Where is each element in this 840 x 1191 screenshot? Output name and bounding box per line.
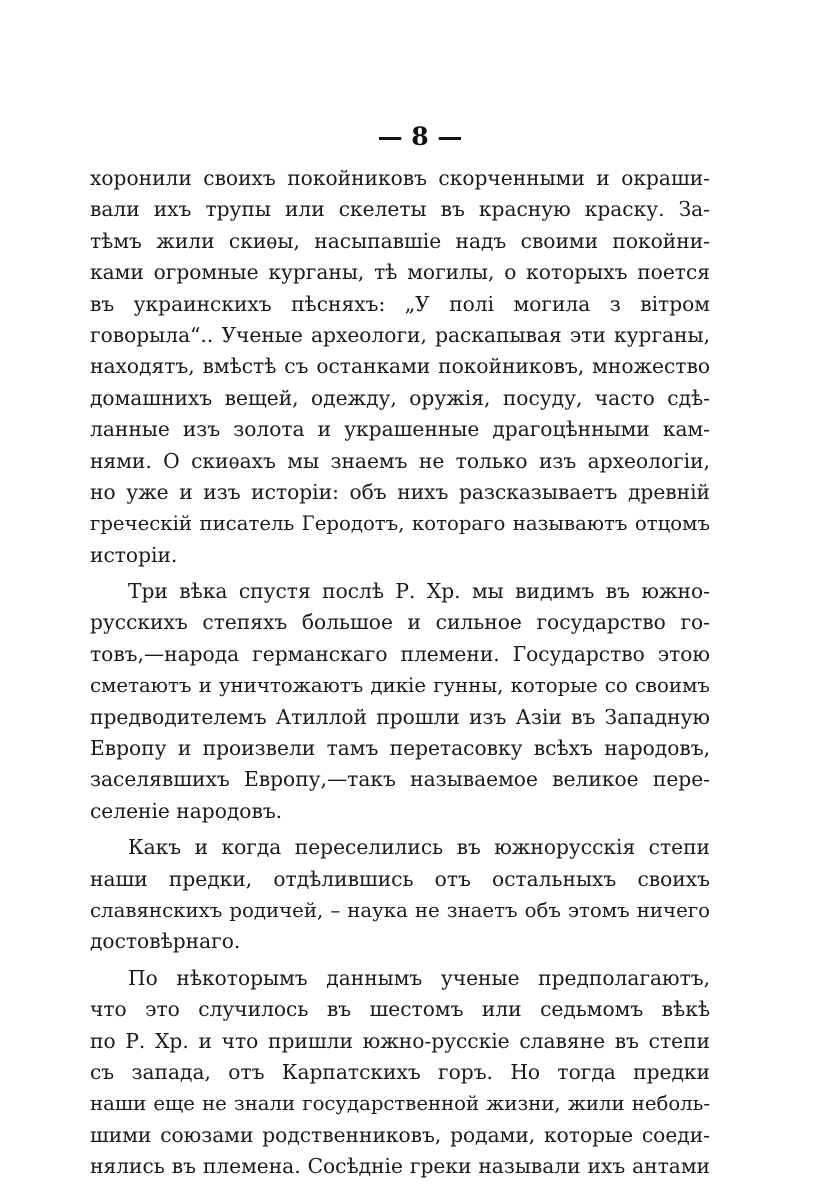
text-line: заселявшихъ Европу,—такъ называемое великое пере- — [90, 767, 710, 792]
text-line: шими союзами родственниковъ, родами, которые соеди- — [90, 1122, 710, 1147]
paragraph — [90, 163, 710, 571]
text-line: ланные изъ золота и украшенные драгоцѣнными кам- — [90, 417, 710, 442]
text-line: говорыла“.. Ученые археологи, раскапывая эти курганы, — [90, 322, 710, 347]
text-line: ками огромные курганы, тѣ могилы, о которыхъ поется — [90, 260, 710, 285]
paragraph — [90, 576, 710, 827]
text-line: славянскихъ родичей, – наука не знаетъ объ этомъ ничего — [90, 898, 710, 922]
text-line: нями. О скиѳахъ мы знаемъ не только изъ археологіи, — [90, 448, 710, 473]
text-line: нялись въ племена. Сосѣдніе греки называли ихъ антами — [90, 1154, 710, 1179]
text-line: По нѣкоторымъ даннымъ ученые предполагаютъ, — [128, 965, 710, 990]
text-line: достовѣрнаго. — [90, 929, 241, 954]
text-line: исторіи. — [90, 542, 178, 567]
text-line: русскихъ степяхъ большое и сильное государство го- — [90, 610, 710, 635]
text-line: хоронили своихъ покойниковъ скорченными и окраши- — [90, 166, 710, 190]
body-text — [90, 163, 710, 1183]
text-line: селеніе народовъ. — [90, 798, 283, 823]
text-line: предводителемъ Атиллой прошли изъ Азіи въ Западную — [90, 704, 710, 729]
text-line: по Р. Хр. и что пришли южно-русскіе славяне въ степи — [90, 1028, 710, 1053]
text-line: греческій писатель Геродотъ, котораго называютъ отцомъ — [90, 512, 710, 536]
text-line: домашнихъ вещей, одежду, оружія, посуду, часто сдѣ- — [90, 385, 710, 410]
paragraph — [90, 832, 710, 958]
text-line: тѣмъ жили скиѳы, насыпавшіе надъ своими покойни- — [90, 228, 710, 253]
text-line: Какъ и когда переселились въ южнорусскія степи — [128, 835, 710, 860]
text-line: сметаютъ и уничтожаютъ дикіе гунны, которые со своимъ — [90, 674, 710, 698]
text-line: товъ,—народа германскаго племени. Государство этою — [90, 641, 710, 666]
text-line: Три вѣка спустя послѣ Р. Хр. мы видимъ въ южно- — [128, 579, 710, 604]
text-line: наши еще не знали государственной жизни, жили неболь- — [90, 1092, 710, 1116]
text-line: съ запада, отъ Карпатскихъ горъ. Но тогда предки — [90, 1059, 710, 1084]
page-number: — 8 — — [377, 122, 463, 151]
text-line: что это случилось въ шестомъ или седьмомъ вѣкѣ — [90, 997, 710, 1022]
text-line: вали ихъ трупы или скелеты въ красную краску. За- — [90, 197, 710, 222]
text-line: но уже и изъ исторіи: объ нихъ разсказываетъ древній — [90, 479, 710, 504]
text-line: наши предки, отдѣлившись отъ остальныхъ своихъ — [90, 866, 710, 891]
paragraph — [90, 963, 710, 1183]
text-line: въ украинскихъ пѣсняхъ: „У полі могила з вітром — [90, 291, 710, 316]
text-line: находятъ, вмѣстѣ съ останками покойниковъ, множество — [90, 354, 710, 379]
text-line: Европу и произвели тамъ перетасовку всѣхъ народовъ, — [90, 736, 710, 761]
